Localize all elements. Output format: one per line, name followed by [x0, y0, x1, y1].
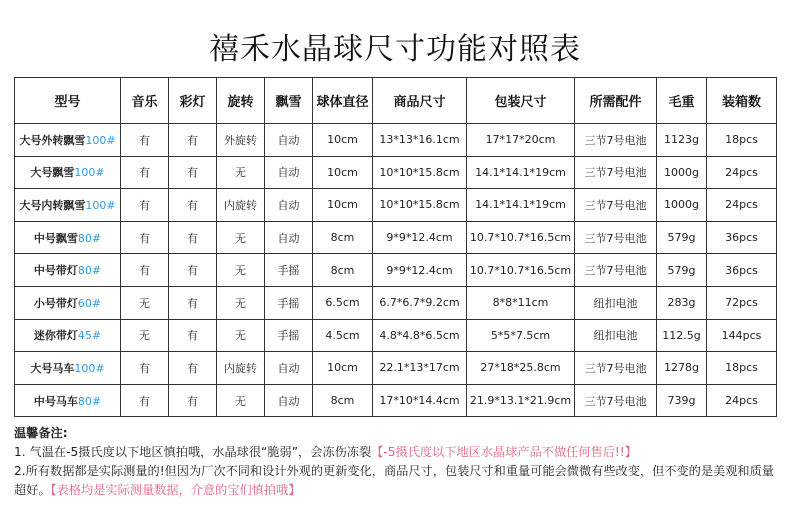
cell-box: 24pcs: [707, 156, 777, 189]
notes-line-1: [14, 443, 784, 462]
header-pack: 包装尺寸: [467, 78, 575, 124]
header-music: 音乐: [121, 78, 169, 124]
cell-rotate: 无: [217, 286, 265, 319]
cell-box: 36pcs: [707, 254, 777, 287]
cell-light: 有: [169, 254, 217, 287]
model-name: 中号马车: [33, 394, 78, 408]
cell-parts: 纽扣电池: [575, 319, 657, 352]
cell-music: 有: [121, 221, 169, 254]
model-name: 中号带灯: [33, 264, 78, 278]
cell-music: 有: [121, 124, 169, 157]
header-rotate: 旋转: [217, 78, 265, 124]
model-number: 45#: [77, 329, 102, 343]
cell-box: 18pcs: [707, 352, 777, 385]
cell-rotate: 无: [217, 156, 265, 189]
cell-box: 24pcs: [707, 189, 777, 222]
cell-music: 有: [121, 352, 169, 385]
cell-pack: 17*17*20cm: [467, 124, 575, 157]
header-model: 型号: [15, 78, 121, 124]
cell-size: 4.8*4.8*6.5cm: [373, 319, 467, 352]
cell-weight: 1000g: [657, 189, 707, 222]
cell-box: 72pcs: [707, 286, 777, 319]
cell-diameter: 10cm: [313, 124, 373, 157]
cell-pack: 10.7*10.7*16.5cm: [467, 221, 575, 254]
notes: [14, 424, 784, 500]
cell-diameter: 10cm: [313, 352, 373, 385]
cell-light: 有: [169, 286, 217, 319]
cell-snow: 自动: [265, 156, 313, 189]
cell-box: 18pcs: [707, 124, 777, 157]
cell-weight: 1278g: [657, 352, 707, 385]
cell-pack: 8*8*11cm: [467, 286, 575, 319]
model-number: 100#: [74, 361, 105, 375]
cell-light: 有: [169, 384, 217, 417]
cell-light: 有: [169, 319, 217, 352]
header-weight: 毛重: [657, 78, 707, 124]
cell-parts: 三节7号电池: [575, 221, 657, 254]
cell-music: 无: [121, 319, 169, 352]
cell-parts: 三节7号电池: [575, 156, 657, 189]
cell-box: 144pcs: [707, 319, 777, 352]
cell-music: 有: [121, 254, 169, 287]
cell-snow: 自动: [265, 221, 313, 254]
cell-size: 10*10*15.8cm: [373, 189, 467, 222]
cell-parts: 纽扣电池: [575, 286, 657, 319]
cell-music: 无: [121, 286, 169, 319]
model-number: 80#: [77, 394, 102, 408]
cell-size: 6.7*6.7*9.2cm: [373, 286, 467, 319]
cell-weight: 1000g: [657, 156, 707, 189]
cell-model: [15, 319, 121, 352]
cell-parts: 三节7号电池: [575, 124, 657, 157]
model-number: 80#: [77, 231, 102, 245]
cell-rotate: 无: [217, 254, 265, 287]
cell-weight: 283g: [657, 286, 707, 319]
cell-snow: 手摇: [265, 319, 313, 352]
table-row: [15, 319, 777, 352]
notes-line-2: [14, 462, 784, 500]
cell-parts: 三节7号电池: [575, 189, 657, 222]
table-row: [15, 254, 777, 287]
cell-light: 有: [169, 221, 217, 254]
cell-parts: 三节7号电池: [575, 254, 657, 287]
cell-light: 有: [169, 156, 217, 189]
cell-rotate: 内旋转: [217, 352, 265, 385]
cell-rotate: 内旋转: [217, 189, 265, 222]
model-number: 100#: [85, 198, 116, 212]
model-name: 大号飘雪: [30, 166, 75, 180]
cell-box: 24pcs: [707, 384, 777, 417]
cell-pack: 10.7*10.7*16.5cm: [467, 254, 575, 287]
model-name: 迷你带灯: [33, 329, 78, 343]
model-name: 大号外转飘雪: [19, 133, 86, 147]
model-number: 80#: [77, 264, 102, 278]
cell-light: 有: [169, 352, 217, 385]
table-row: [15, 156, 777, 189]
model-number: 100#: [85, 133, 116, 147]
cell-snow: 自动: [265, 124, 313, 157]
cell-size: 17*10*14.4cm: [373, 384, 467, 417]
header-diameter: 球体直径: [313, 78, 373, 124]
cell-pack: 21.9*13.1*21.9cm: [467, 384, 575, 417]
page-title: 禧禾水晶球尺寸功能对照表: [209, 32, 581, 67]
cell-music: 有: [121, 156, 169, 189]
header-light: 彩灯: [169, 78, 217, 124]
model-name: 大号内转飘雪: [19, 198, 86, 212]
model-name: 大号马车: [30, 361, 75, 375]
notes-line-1-highlight: 【-5摄氏度以下地区水晶球产品不做任何售后!!】: [371, 445, 637, 459]
cell-model: [15, 156, 121, 189]
cell-box: 36pcs: [707, 221, 777, 254]
cell-music: 有: [121, 384, 169, 417]
spec-table: [14, 77, 777, 417]
model-name: 中号飘雪: [33, 231, 78, 245]
model-number: 100#: [74, 166, 105, 180]
cell-snow: 手摇: [265, 286, 313, 319]
table-row: [15, 352, 777, 385]
cell-size: 9*9*12.4cm: [373, 221, 467, 254]
cell-size: 9*9*12.4cm: [373, 254, 467, 287]
cell-snow: 自动: [265, 352, 313, 385]
cell-weight: 579g: [657, 254, 707, 287]
cell-snow: 自动: [265, 384, 313, 417]
header-snow: 飘雪: [265, 78, 313, 124]
cell-snow: 手摇: [265, 254, 313, 287]
cell-parts: 三节7号电池: [575, 384, 657, 417]
notes-heading: 温馨备注:: [14, 426, 68, 440]
cell-rotate: 无: [217, 384, 265, 417]
cell-model: [15, 286, 121, 319]
cell-rotate: 无: [217, 319, 265, 352]
cell-model: [15, 124, 121, 157]
cell-model: [15, 221, 121, 254]
cell-model: [15, 352, 121, 385]
cell-model: [15, 254, 121, 287]
table-row: [15, 221, 777, 254]
cell-pack: 27*18*25.8cm: [467, 352, 575, 385]
header-parts: 所需配件: [575, 78, 657, 124]
cell-rotate: 外旋转: [217, 124, 265, 157]
cell-model: [15, 384, 121, 417]
cell-size: 13*13*16.1cm: [373, 124, 467, 157]
cell-size: 22.1*13*17cm: [373, 352, 467, 385]
cell-rotate: 无: [217, 221, 265, 254]
cell-snow: 自动: [265, 189, 313, 222]
cell-diameter: 10cm: [313, 156, 373, 189]
header-box: 装箱数: [707, 78, 777, 124]
model-number: 60#: [77, 296, 102, 310]
cell-diameter: 6.5cm: [313, 286, 373, 319]
model-name: 小号带灯: [33, 296, 78, 310]
cell-diameter: 8cm: [313, 221, 373, 254]
cell-pack: 5*5*7.5cm: [467, 319, 575, 352]
table-row: [15, 384, 777, 417]
cell-pack: 14.1*14.1*19cm: [467, 189, 575, 222]
cell-weight: 112.5g: [657, 319, 707, 352]
cell-diameter: 8cm: [313, 384, 373, 417]
header-size: 商品尺寸: [373, 78, 467, 124]
cell-model: [15, 189, 121, 222]
cell-weight: 579g: [657, 221, 707, 254]
table-row: [15, 286, 777, 319]
cell-light: 有: [169, 189, 217, 222]
notes-line-1-text: 1. 气温在-5摄氏度以下地区慎拍哦，水晶球很“脆弱”，会冻伤冻裂: [14, 445, 372, 459]
cell-weight: 1123g: [657, 124, 707, 157]
cell-diameter: 4.5cm: [313, 319, 373, 352]
cell-diameter: 8cm: [313, 254, 373, 287]
cell-size: 10*10*15.8cm: [373, 156, 467, 189]
cell-music: 有: [121, 189, 169, 222]
cell-weight: 739g: [657, 384, 707, 417]
table-row: [15, 189, 777, 222]
notes-line-2-text: 2.所有数据都是实际测量的!但因为厂次不同和设计外观的更新变化，商品尺寸，包装尺寸和重量可能会微微有些改变，但不变的是美观和质量超好。: [14, 464, 774, 497]
cell-light: 有: [169, 124, 217, 157]
cell-pack: 14.1*14.1*19cm: [467, 156, 575, 189]
cell-diameter: 10cm: [313, 189, 373, 222]
notes-line-2-highlight: 【表格均是实际测量数据，介意的宝们慎拍哦】: [50, 483, 301, 497]
cell-parts: 三节7号电池: [575, 352, 657, 385]
table-row: [15, 124, 777, 157]
table-header-row: [15, 78, 777, 124]
